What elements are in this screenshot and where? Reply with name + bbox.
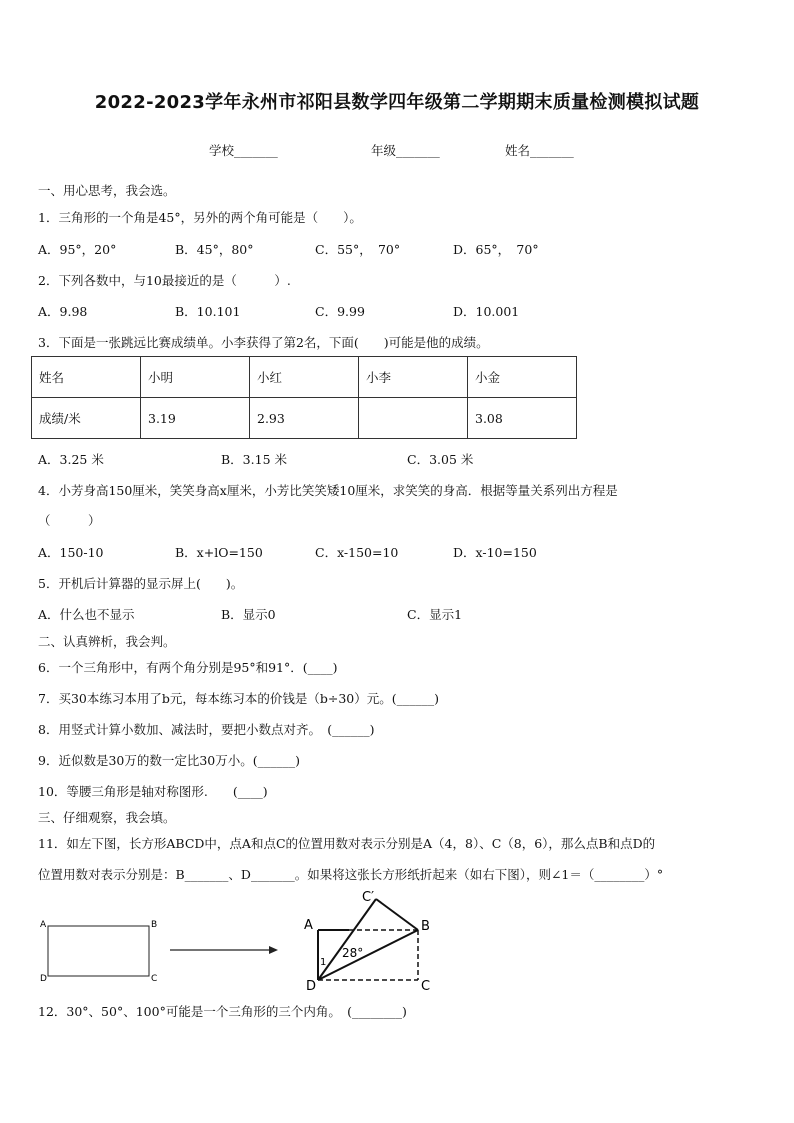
label-c-prime: C′: [362, 890, 375, 905]
option-c[interactable]: C．显示1: [407, 607, 463, 622]
rectangle-shape: [48, 926, 149, 976]
option-b[interactable]: B．x+lO=150: [175, 545, 263, 560]
question-stem: 9．近似数是30万的数一定比30万小。(______): [38, 753, 301, 768]
option-c[interactable]: C．9.99: [315, 304, 365, 319]
label-c: C: [421, 979, 431, 993]
option-c[interactable]: C．3.05 米: [407, 452, 474, 467]
table-cell: 小金: [468, 357, 577, 398]
option-b[interactable]: B．10.101: [175, 304, 241, 319]
question-stem: 位置用数对表示分别是：B_______、D_______。如果将这张长方形纸折起来（如右下图），则∠1＝（________）°: [38, 867, 664, 882]
table-row: [32, 398, 577, 439]
table-cell: 成绩/米: [32, 398, 141, 439]
label-a: A: [40, 920, 47, 930]
question-stem: 10．等腰三角形是轴对称图形. (____): [38, 784, 268, 799]
option-c[interactable]: C．55°， 70°: [315, 242, 401, 257]
option-a[interactable]: A．9.98: [38, 304, 88, 319]
option-b[interactable]: B．显示0: [221, 607, 276, 622]
table-cell: 3.08: [468, 398, 577, 439]
label-b: B: [151, 920, 158, 930]
school-field[interactable]: 学校_______: [209, 143, 278, 158]
table-cell: [359, 398, 468, 439]
table-cell: 2.93: [250, 398, 359, 439]
option-a[interactable]: A．95°，20°: [38, 242, 117, 257]
answer-blank[interactable]: （ ）: [38, 513, 101, 528]
question-stem: 4．小芳身高150厘米，笑笑身高x厘米，小芳比笑笑矮10厘米，求笑笑的身高．根据等量关系列出方程是: [38, 483, 618, 498]
option-d[interactable]: D．10.001: [453, 304, 520, 319]
table-cell: 小李: [359, 357, 468, 398]
option-d[interactable]: D．x-10=150: [453, 545, 537, 560]
section-heading: 一、用心思考，我会选。: [38, 183, 176, 198]
label-c: C: [151, 974, 158, 984]
question-stem: 6．一个三角形中，有两个角分别是95°和91°．(____): [38, 660, 338, 675]
label-d: D: [306, 979, 317, 993]
option-a[interactable]: A．3.25 米: [38, 452, 104, 467]
score-table: [31, 356, 577, 439]
angle-28-label: 28°: [342, 946, 364, 960]
diagonal-db: [318, 930, 418, 980]
rectangle-figure: [30, 915, 170, 990]
table-cell: 姓名: [32, 357, 141, 398]
option-d[interactable]: D．65°， 70°: [453, 242, 539, 257]
label-a: A: [304, 918, 313, 933]
option-a[interactable]: A．150-10: [38, 545, 104, 560]
option-b[interactable]: B．45°，80°: [175, 242, 254, 257]
question-stem: 5．开机后计算器的显示屏上( )。: [38, 576, 244, 591]
option-b[interactable]: B．3.15 米: [221, 452, 287, 467]
table-row: [32, 357, 577, 398]
edge-c-prime-b: [376, 899, 418, 930]
section-heading: 二、认真辨析，我会判。: [38, 634, 176, 649]
grade-field[interactable]: 年级_______: [371, 143, 440, 158]
table-cell: 小明: [141, 357, 250, 398]
label-d: D: [40, 974, 47, 984]
section-heading: 三、仔细观察，我会填。: [38, 810, 176, 825]
arrow-icon: [168, 943, 280, 957]
question-stem: 2．下列各数中，与10最接近的是（ ）.: [38, 273, 291, 288]
option-c[interactable]: C．x-150=10: [315, 545, 399, 560]
question-stem: 11．如左下图，长方形ABCD中，点A和点C的位置用数对表示分别是A（4，8）、C（8，6），那么点B和点D的: [38, 836, 656, 851]
edge-dc-prime: [318, 899, 376, 980]
question-stem: 8．用竖式计算小数加、减法时，要把小数点对齐。 (______): [38, 722, 375, 737]
angle-1-label: 1: [320, 957, 327, 968]
page-title: 2022-2023学年永州市祁阳县数学四年级第二学期期末质量检测模拟试题: [94, 92, 700, 113]
label-b: B: [421, 919, 430, 934]
folded-rectangle-figure: [298, 888, 443, 993]
name-field[interactable]: 姓名_______: [505, 143, 574, 158]
question-stem: 7．买30本练习本用了b元，每本练习本的价钱是（b÷30）元。(______): [38, 691, 439, 706]
option-a[interactable]: A．什么也不显示: [38, 607, 135, 622]
question-stem: 3．下面是一张跳远比赛成绩单。小李获得了第2名，下面( )可能是他的成绩。: [38, 335, 489, 350]
table-cell: 3.19: [141, 398, 250, 439]
question-stem: 12．30°、50°、100°可能是一个三角形的三个内角。 (________): [38, 1004, 407, 1019]
table-cell: 小红: [250, 357, 359, 398]
question-stem: 1．三角形的一个角是45°，另外的两个角可能是（ ）。: [38, 210, 362, 225]
